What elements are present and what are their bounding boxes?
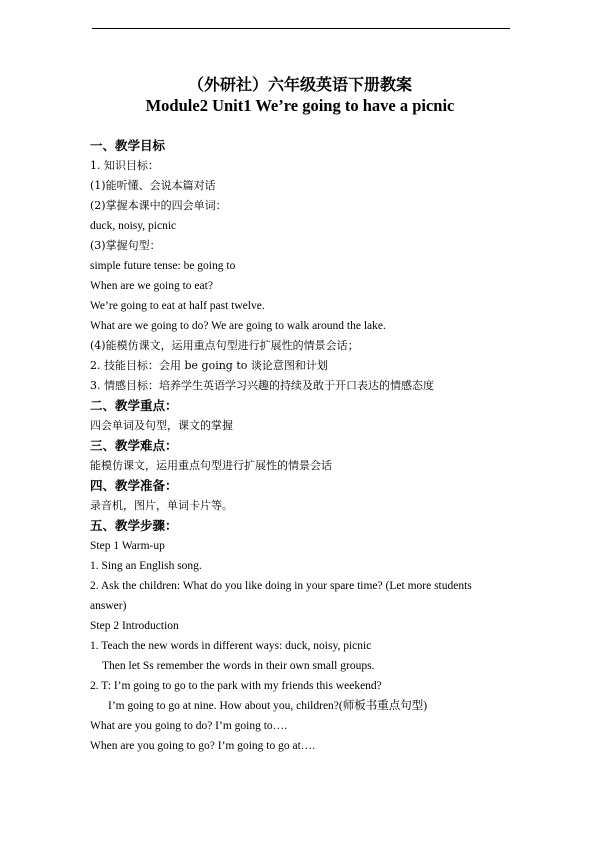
doc-line: (4)能模仿课文，运用重点句型进行扩展性的情景会话； [90, 339, 359, 352]
page-title-chinese: （外研社）六年级英语下册教案 [187, 75, 412, 94]
doc-line: 1. Sing an English song. [90, 560, 202, 572]
doc-line: answer) [90, 600, 127, 612]
doc-line: When are you going to go? I’m going to go at…. [90, 740, 316, 752]
document-body [90, 136, 530, 756]
doc-line: 1. 知识目标： [90, 159, 159, 172]
doc-line: duck, noisy, picnic [90, 220, 177, 232]
doc-line: 四会单词及句型，课文的掌握 [90, 419, 233, 432]
doc-line: 四、教学准备： [90, 478, 178, 493]
header-rule [92, 28, 510, 29]
doc-line: We’re going to eat at half past twelve. [90, 300, 265, 312]
doc-line: 2. Ask the children: What do you like doing in your spare time? (Let more students [90, 580, 472, 592]
doc-line: When are we going to eat? [90, 280, 213, 292]
doc-line: 3. 情感目标：培养学生英语学习兴趣的持续及敢于开口表达的情感态度 [90, 379, 434, 392]
doc-line: (3)掌握句型： [90, 239, 161, 252]
doc-line: 一、教学目标 [90, 138, 166, 153]
doc-line: Then let Ss remember the words in their own small groups. [102, 660, 375, 672]
doc-line: 1. Teach the new words in different ways: duck, noisy, picnic [90, 640, 372, 652]
doc-line: simple future tense: be going to [90, 260, 236, 272]
doc-line: 2. T: I’m going to go to the park with my friends this weekend? [90, 680, 382, 692]
doc-line: Step 2 Introduction [90, 620, 179, 632]
doc-line: 录音机，图片，单词卡片等。 [90, 499, 233, 512]
doc-line: What are you going to do? I’m going to…. [90, 720, 288, 732]
doc-line: 2. 技能目标：会用 be going to 谈论意图和计划 [90, 359, 328, 372]
doc-line: What are we going to do? We are going to walk around the lake. [90, 320, 386, 332]
doc-line: I’m going to go at nine. How about you, children?(师板书重点句型) [108, 700, 428, 712]
doc-line: Step 1 Warm-up [90, 540, 165, 552]
doc-line: 能模仿课文，运用重点句型进行扩展性的情景会话 [90, 459, 332, 472]
doc-line: (2)掌握本课中的四会单词： [90, 199, 227, 212]
page-title-english: Module2 Unit1 We’re going to have a picnic [145, 96, 455, 115]
doc-line: (1)能听懂、会说本篇对话 [90, 179, 216, 192]
doc-line: 三、教学难点： [90, 438, 178, 453]
doc-line: 五、教学步骤： [90, 518, 178, 533]
doc-line: 二、教学重点： [90, 398, 178, 413]
